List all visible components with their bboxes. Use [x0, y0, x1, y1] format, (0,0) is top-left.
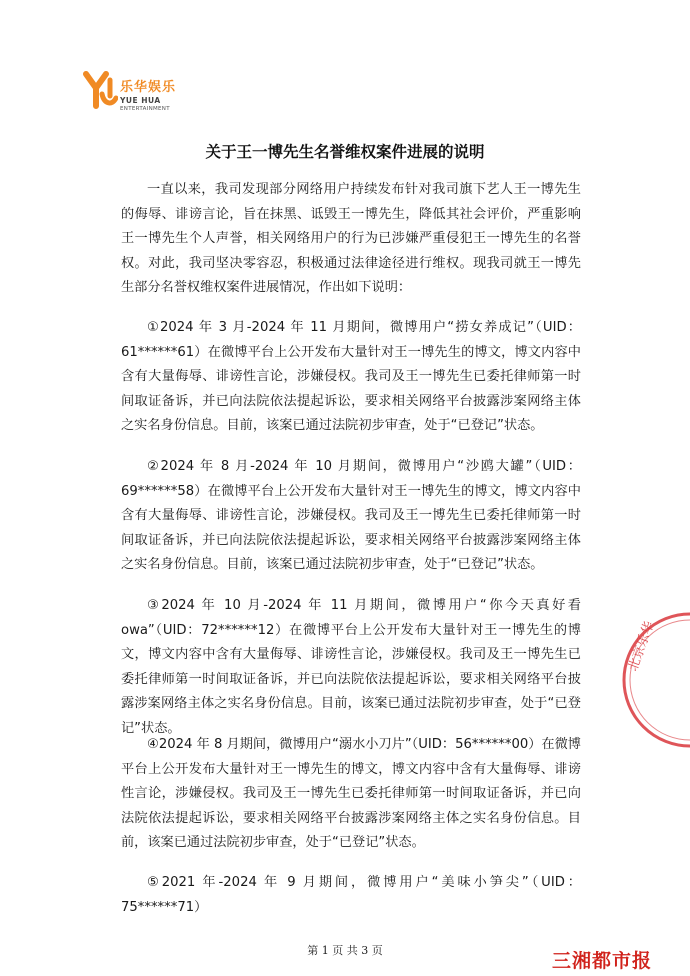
case-paragraph-1: ①2024 年 3 月-2024 年 11 月期间，微博用户“捞女养成记”（UID：61******61）在微博平台上公开发布大量针对王一博先生的博文，博文内容中含有大量侮辱、诽谤性言论，涉嫌侵权。我司及王一博先生已委托律师第一时间取证备诉，并已向法院依法提起诉讼，要求相关网络平台披露涉案网络主体之实名身份信息。目前，该案已通过法院初步审查，处于“已登记”状态。 — [121, 320, 581, 433]
company-seal — [608, 610, 690, 754]
case-paragraph-2: ②2024 年 8 月-2024 年 10 月期间，微博用户“沙鸥大罐”（UID：69******58）在微博平台上公开发布大量针对王一博先生的博文，博文内容中含有大量侮辱、诽谤性言论，涉嫌侵权。我司及王一博先生已委托律师第一时间取证备诉，并已向法院依法提起诉讼，要求相关网络平台披露涉案网络主体之实名身份信息。目前，该案已通过法院初步审查，处于“已登记”状态。 — [121, 459, 581, 572]
logo-english-name: YUE HUA — [120, 96, 161, 105]
logo-english-subtitle: ENTERTAINMENT — [120, 106, 170, 112]
case-paragraph-5: ⑤2021 年-2024 年 9 月期间，微博用户“美味小笋尖”（UID：75******71） — [121, 875, 581, 915]
yuehua-logo-icon — [82, 70, 118, 110]
page-number: 第 1 页 共 3 页 — [307, 944, 383, 957]
intro-paragraph: 一直以来，我司发现部分网络用户持续发布针对我司旗下艺人王一博先生的侮辱、诽谤言论，旨在抹黑、诋毁王一博先生，降低其社会评价，严重影响王一博先生个人声誉，相关网络用户的行为已涉嫌严重侵犯王一博先生的名誉权。对此，我司坚决零容忍，积极通过法律途径进行维权。现我司就王一博先生部分名誉权维权案件进展情况，作出如下说明： — [121, 182, 581, 295]
company-logo — [82, 70, 272, 122]
case-paragraph-3: ③2024 年 10 月-2024 年 11 月期间，微博用户“你今天真好看 owa”（UID：72******12）在微博平台上公开发布大量针对王一博先生的博文，博文内容中含有大量侮辱、诽谤性言论，涉嫌侵权。我司及王一博先生已委托律师第一时间取证备诉，并已向法院依法提起诉讼，要求相关网络平台披露涉案网络主体之实名身份信息。目前，该案已通过法院初步审查，处于“已登记”状态。 — [121, 598, 581, 736]
svg-text:北京乐华: 北京乐华 — [625, 619, 658, 674]
logo-chinese-name: 乐华娱乐 — [120, 80, 177, 95]
document-title: 关于王一博先生名誉维权案件进展的说明 — [205, 143, 485, 161]
case-paragraph-4: ④2024 年 8 月期间，微博用户“溺水小刀片”（UID：56******00）在微博平台上公开发布大量针对王一博先生的博文，博文内容中含有大量侮辱、诽谤性言论，涉嫌侵权。我司及王一博先生已委托律师第一时间取证备诉，并已向法院依法提起诉讼，要求相关网络平台披露涉案网络主体之实名身份信息。目前，该案已通过法院初步审查，处于“已登记”状态。 — [121, 737, 581, 850]
seal-stamp-icon — [608, 610, 690, 750]
news-watermark: 三湘都市报 — [552, 950, 653, 972]
